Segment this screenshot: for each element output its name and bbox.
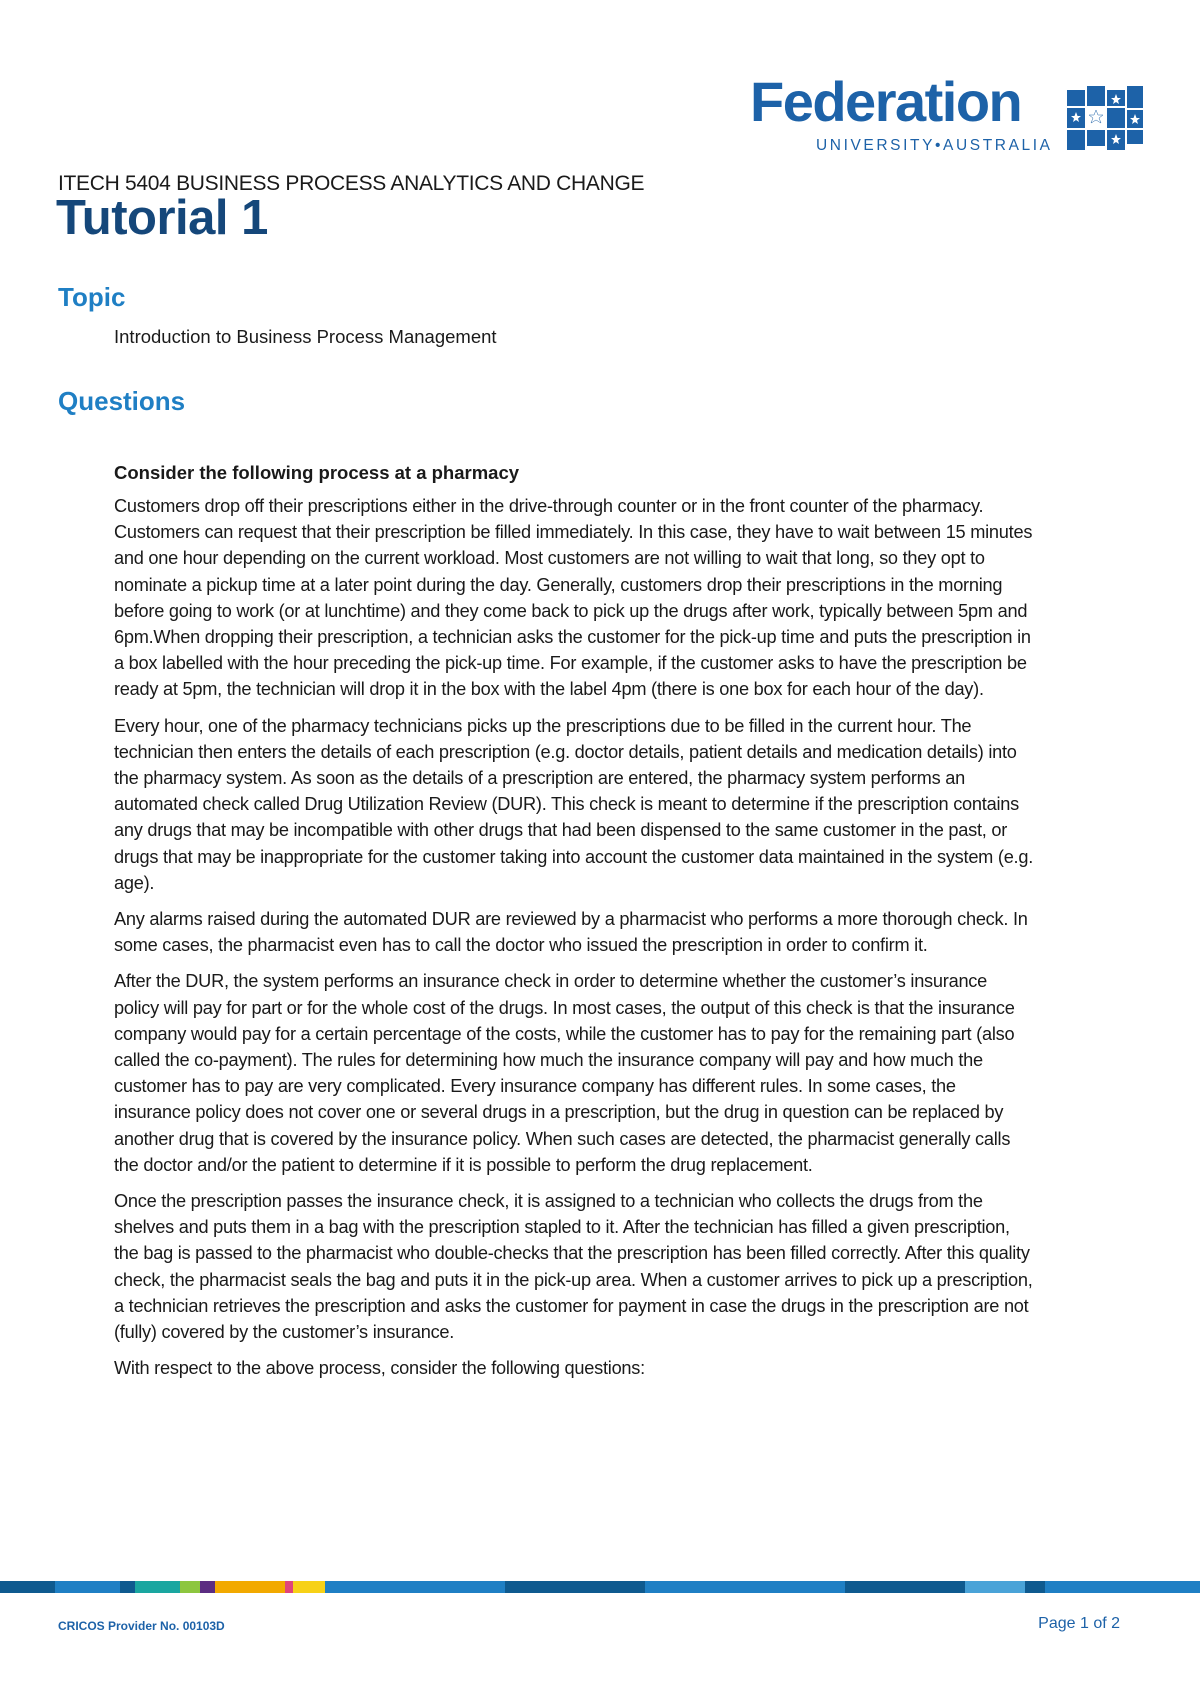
bar-seg-10	[325, 1581, 505, 1593]
footer-color-bar	[0, 1581, 1200, 1593]
bar-seg-1	[0, 1581, 55, 1593]
course-title: ITECH 5404 BUSINESS PROCESS ANALYTICS AND CHANGE	[58, 172, 645, 195]
topic-heading: Topic	[58, 282, 126, 312]
page-title: Tutorial 1	[56, 191, 268, 245]
bar-seg-3	[120, 1581, 135, 1593]
bar-seg-15	[1025, 1581, 1045, 1593]
bar-seg-9	[293, 1581, 325, 1593]
questions-heading: Questions	[58, 386, 186, 416]
bar-seg-8	[285, 1581, 293, 1593]
cricos-provider: CRICOS Provider No. 00103D	[58, 1619, 225, 1633]
bar-seg-11	[505, 1581, 645, 1593]
logo-wordmark: Federation	[750, 70, 1022, 133]
paragraph-3: Any alarms raised during the automated DUR are reviewed by a pharmacist who performs a more thorough check. In some cases, the pharmacist even has to call the doctor who issued the prescription in order to confirm it.	[114, 909, 1028, 956]
bar-seg-4	[135, 1581, 180, 1593]
questions-body	[114, 462, 1034, 1392]
paragraph-1: Customers drop off their prescriptions either in the drive-through counter or in the front counter of the pharmacy. Customers can request that their prescription be filled immediately. In this case, they have to wait between 15 minutes and one hour depending on the current workload. Most customers are not willing to wait that long, so they opt to nominate a pickup time at a later point during the day. Generally, customers drop their prescriptions in the morning before going to work (or at lunchtime) and they come back to pick up the drugs after work, typically between 5pm and 6pm.When dropping their prescription, a technician asks the customer for the pick-up time and puts the prescription in a box labelled with the hour preceding the pick-up time. For example, if the customer asks to have the prescription be ready at 5pm, the technician will drop it in the box with the label 4pm (there is one box for each hour of the day).	[114, 496, 1033, 700]
university-logo	[750, 70, 1150, 162]
paragraph-4: After the DUR, the system performs an insurance check in order to determine whether the customer’s insurance policy will pay for part or for the whole cost of the drugs. In most cases, the output of this check is that the insurance company would pay for a certain percentage of the costs, while the customer has to pay for the remaining part (also called the co-payment). The rules for determining how much the insurance company will pay and how much the customer has to pay are very complicated. Every insurance company has different rules. In some cases, the insurance policy does not cover one or several drugs in a prescription, but the drug in question can be replaced by another drug that is covered by the insurance policy. When such cases are detected, the pharmacist generally calls the doctor and/or the patient to determine if it is possible to perform the drug replacement.	[114, 971, 1015, 1175]
questions-lead: Consider the following process at a pharmacy	[114, 462, 520, 483]
page-number: Page 1 of 2	[1038, 1615, 1120, 1632]
bar-seg-5	[180, 1581, 200, 1593]
bar-seg-2	[55, 1581, 120, 1593]
topic-text: Introduction to Business Process Management	[114, 326, 497, 347]
bar-seg-7	[215, 1581, 285, 1593]
paragraph-6: With respect to the above process, consider the following questions:	[114, 1358, 645, 1379]
logo-subtitle: UNIVERSITY•AUSTRALIA	[816, 137, 1053, 154]
bar-seg-12	[645, 1581, 845, 1593]
paragraph-5: Once the prescription passes the insurance check, it is assigned to a technician who collects the drugs from the shelves and puts them in a bag with the prescription stapled to it. After the technician has filled a given prescription, the bag is passed to the pharmacist who double-checks that the prescription has been filled correctly. After this quality check, the pharmacist seals the bag and puts it in the pick-up area. When a customer arrives to pick up a prescription, a technician retrieves the prescription and asks the customer for payment in case the drugs in the prescription are not (fully) covered by the customer’s insurance.	[114, 1191, 1033, 1343]
bar-seg-16	[1045, 1581, 1200, 1593]
bar-seg-6	[200, 1581, 215, 1593]
flag-icon	[1065, 84, 1145, 152]
bar-seg-14	[965, 1581, 1025, 1593]
paragraph-2: Every hour, one of the pharmacy technicians picks up the prescriptions due to be filled in the current hour. The technician then enters the details of each prescription (e.g. doctor details, patient details and medication details) into the pharmacy system. As soon as the details of a prescription are entered, the pharmacy system performs an automated check called Drug Utilization Review (DUR). This check is meant to determine if the prescription contains any drugs that may be incompatible with other drugs that had been dispensed to the same customer in the past, or drugs that may be inappropriate for the customer taking into account the customer data maintained in the system (e.g. age).	[114, 715, 1034, 893]
bar-seg-13	[845, 1581, 965, 1593]
